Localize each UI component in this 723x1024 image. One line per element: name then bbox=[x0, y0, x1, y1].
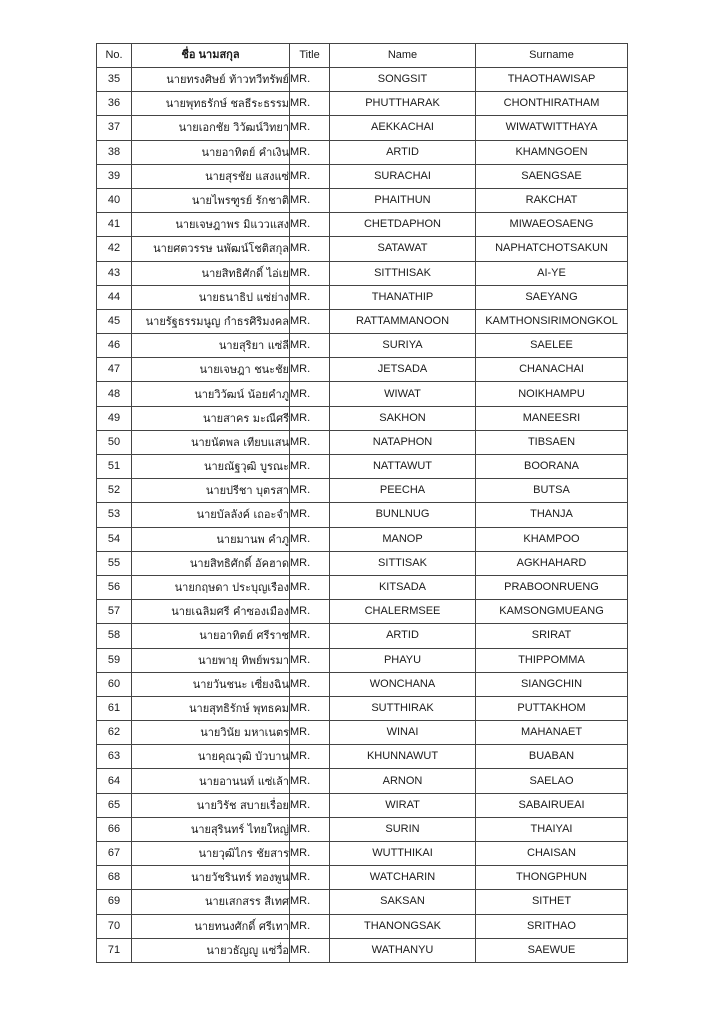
cell-no: 60 bbox=[97, 672, 132, 696]
cell-surname: SRITHAO bbox=[476, 914, 628, 938]
cell-name: JETSADA bbox=[330, 358, 476, 382]
cell-surname: WIWATWITTHAYA bbox=[476, 116, 628, 140]
cell-name: PHAITHUN bbox=[330, 188, 476, 212]
cell-name: SATAWAT bbox=[330, 237, 476, 261]
cell-thai-name: นายเสกสรร สีเทศ bbox=[132, 890, 290, 914]
name-roster-table bbox=[96, 43, 628, 963]
table-row bbox=[97, 68, 628, 92]
cell-surname: SAELAO bbox=[476, 769, 628, 793]
cell-thai-name: นายสิทธิศักดิ์ ไอ่เย bbox=[132, 261, 290, 285]
cell-no: 57 bbox=[97, 600, 132, 624]
cell-no: 56 bbox=[97, 575, 132, 599]
cell-name: ARNON bbox=[330, 769, 476, 793]
cell-title: MR. bbox=[290, 672, 330, 696]
table-row bbox=[97, 430, 628, 454]
header-no: No. bbox=[97, 44, 132, 68]
cell-name: SURACHAI bbox=[330, 164, 476, 188]
cell-title: MR. bbox=[290, 938, 330, 962]
cell-title: MR. bbox=[290, 140, 330, 164]
header-thai-name: ชื่อ นามสกุล bbox=[132, 44, 290, 68]
cell-title: MR. bbox=[290, 261, 330, 285]
cell-name: KHUNNAWUT bbox=[330, 745, 476, 769]
cell-surname: PRABOONRUENG bbox=[476, 575, 628, 599]
cell-surname: THONGPHUN bbox=[476, 866, 628, 890]
cell-surname: KAMSONGMUEANG bbox=[476, 600, 628, 624]
cell-thai-name: นายณัฐวุฒิ บูรณะ bbox=[132, 455, 290, 479]
cell-no: 62 bbox=[97, 721, 132, 745]
table-row bbox=[97, 866, 628, 890]
table-row bbox=[97, 938, 628, 962]
cell-name: CHETDAPHON bbox=[330, 213, 476, 237]
cell-name: PEECHA bbox=[330, 479, 476, 503]
cell-title: MR. bbox=[290, 575, 330, 599]
cell-surname: MIWAEOSAENG bbox=[476, 213, 628, 237]
cell-thai-name: นายวธัญญู แซ่วื่อ bbox=[132, 938, 290, 962]
cell-name: THANONGSAK bbox=[330, 914, 476, 938]
cell-no: 40 bbox=[97, 188, 132, 212]
cell-name: SAKHON bbox=[330, 406, 476, 430]
cell-no: 59 bbox=[97, 648, 132, 672]
table-row bbox=[97, 309, 628, 333]
cell-surname: THAIYAI bbox=[476, 817, 628, 841]
table-row bbox=[97, 479, 628, 503]
table-row bbox=[97, 213, 628, 237]
cell-name: RATTAMMANOON bbox=[330, 309, 476, 333]
cell-surname: KHAMNGOEN bbox=[476, 140, 628, 164]
cell-name: WATCHARIN bbox=[330, 866, 476, 890]
cell-title: MR. bbox=[290, 600, 330, 624]
cell-thai-name: นายทรงศิษย์ ท้าวทวีทรัพย์ bbox=[132, 68, 290, 92]
cell-title: MR. bbox=[290, 503, 330, 527]
table-row bbox=[97, 600, 628, 624]
cell-thai-name: นายศตวรรษ นพัฒน์โชติสกุล bbox=[132, 237, 290, 261]
cell-surname: AI-YE bbox=[476, 261, 628, 285]
cell-thai-name: นายนัตพล เทียบแสน bbox=[132, 430, 290, 454]
table-row bbox=[97, 769, 628, 793]
cell-thai-name: นายสิทธิศักดิ์ อัคฮาด bbox=[132, 551, 290, 575]
cell-name: WATHANYU bbox=[330, 938, 476, 962]
cell-no: 63 bbox=[97, 745, 132, 769]
cell-surname: TIBSAEN bbox=[476, 430, 628, 454]
cell-title: MR. bbox=[290, 188, 330, 212]
cell-name: SONGSIT bbox=[330, 68, 476, 92]
cell-no: 70 bbox=[97, 914, 132, 938]
cell-title: MR. bbox=[290, 890, 330, 914]
cell-title: MR. bbox=[290, 309, 330, 333]
cell-name: WONCHANA bbox=[330, 672, 476, 696]
table-row bbox=[97, 382, 628, 406]
cell-title: MR. bbox=[290, 92, 330, 116]
cell-no: 55 bbox=[97, 551, 132, 575]
cell-no: 68 bbox=[97, 866, 132, 890]
table-row bbox=[97, 648, 628, 672]
cell-surname: THANJA bbox=[476, 503, 628, 527]
table-row bbox=[97, 285, 628, 309]
cell-no: 42 bbox=[97, 237, 132, 261]
cell-name: CHALERMSEE bbox=[330, 600, 476, 624]
cell-surname: SAEYANG bbox=[476, 285, 628, 309]
cell-surname: CHAISAN bbox=[476, 842, 628, 866]
cell-thai-name: นายวิรัช สบายเรื่อย bbox=[132, 793, 290, 817]
cell-no: 48 bbox=[97, 382, 132, 406]
table-row bbox=[97, 745, 628, 769]
cell-no: 38 bbox=[97, 140, 132, 164]
cell-title: MR. bbox=[290, 285, 330, 309]
table-row bbox=[97, 890, 628, 914]
table-row bbox=[97, 527, 628, 551]
cell-surname: THIPPOMMA bbox=[476, 648, 628, 672]
cell-surname: NAPHATCHOTSAKUN bbox=[476, 237, 628, 261]
header-surname: Surname bbox=[476, 44, 628, 68]
cell-name: WUTTHIKAI bbox=[330, 842, 476, 866]
cell-surname: SITHET bbox=[476, 890, 628, 914]
cell-no: 39 bbox=[97, 164, 132, 188]
cell-thai-name: นายวิวัฒน์ น้อยคำภู bbox=[132, 382, 290, 406]
cell-no: 37 bbox=[97, 116, 132, 140]
cell-surname: THAOTHAWISAP bbox=[476, 68, 628, 92]
cell-name: WIRAT bbox=[330, 793, 476, 817]
cell-thai-name: นายพายุ ทิพย์พรมา bbox=[132, 648, 290, 672]
cell-title: MR. bbox=[290, 696, 330, 720]
cell-thai-name: นายสุรชัย แสงแซ่ bbox=[132, 164, 290, 188]
cell-no: 41 bbox=[97, 213, 132, 237]
cell-name: NATTAWUT bbox=[330, 455, 476, 479]
cell-thai-name: นายคุณวุฒิ บัวบาน bbox=[132, 745, 290, 769]
cell-no: 69 bbox=[97, 890, 132, 914]
table-row bbox=[97, 261, 628, 285]
table-row bbox=[97, 551, 628, 575]
cell-title: MR. bbox=[290, 842, 330, 866]
cell-no: 35 bbox=[97, 68, 132, 92]
cell-surname: KAMTHONSIRIMONGKOL bbox=[476, 309, 628, 333]
cell-surname: CHANACHAI bbox=[476, 358, 628, 382]
cell-thai-name: นายกฤษดา ประบุญเรือง bbox=[132, 575, 290, 599]
cell-thai-name: นายสุรินทร์ ไทยใหญ่ bbox=[132, 817, 290, 841]
cell-no: 66 bbox=[97, 817, 132, 841]
cell-no: 53 bbox=[97, 503, 132, 527]
cell-thai-name: นายวันชนะ เซี่ยงฉิน bbox=[132, 672, 290, 696]
cell-title: MR. bbox=[290, 817, 330, 841]
cell-surname: RAKCHAT bbox=[476, 188, 628, 212]
table-row bbox=[97, 696, 628, 720]
cell-title: MR. bbox=[290, 237, 330, 261]
cell-no: 65 bbox=[97, 793, 132, 817]
cell-thai-name: นายอาทิตย์ คำเงิน bbox=[132, 140, 290, 164]
cell-name: NATAPHON bbox=[330, 430, 476, 454]
table-row bbox=[97, 624, 628, 648]
cell-thai-name: นายเฉลิมศรี คำซองเมือง bbox=[132, 600, 290, 624]
cell-surname: MAHANAET bbox=[476, 721, 628, 745]
cell-thai-name: นายสุริยา แซ่ลี bbox=[132, 334, 290, 358]
cell-name: ARTID bbox=[330, 140, 476, 164]
cell-title: MR. bbox=[290, 116, 330, 140]
cell-no: 71 bbox=[97, 938, 132, 962]
cell-thai-name: นายวุฒิไกร ชัยสาร bbox=[132, 842, 290, 866]
cell-surname: BUABAN bbox=[476, 745, 628, 769]
cell-title: MR. bbox=[290, 213, 330, 237]
table-row bbox=[97, 92, 628, 116]
cell-no: 36 bbox=[97, 92, 132, 116]
cell-title: MR. bbox=[290, 551, 330, 575]
table-row bbox=[97, 817, 628, 841]
cell-no: 52 bbox=[97, 479, 132, 503]
cell-title: MR. bbox=[290, 769, 330, 793]
cell-title: MR. bbox=[290, 406, 330, 430]
cell-name: WINAI bbox=[330, 721, 476, 745]
cell-title: MR. bbox=[290, 745, 330, 769]
cell-title: MR. bbox=[290, 793, 330, 817]
cell-name: SITTISAK bbox=[330, 551, 476, 575]
cell-thai-name: นายวินัย มหาเนตร bbox=[132, 721, 290, 745]
cell-no: 45 bbox=[97, 309, 132, 333]
cell-surname: NOIKHAMPU bbox=[476, 382, 628, 406]
table-header-row bbox=[97, 44, 628, 68]
table-row bbox=[97, 503, 628, 527]
cell-no: 44 bbox=[97, 285, 132, 309]
cell-title: MR. bbox=[290, 527, 330, 551]
cell-no: 47 bbox=[97, 358, 132, 382]
cell-surname: BOORANA bbox=[476, 455, 628, 479]
cell-surname: CHONTHIRATHAM bbox=[476, 92, 628, 116]
cell-title: MR. bbox=[290, 648, 330, 672]
cell-name: SUTTHIRAK bbox=[330, 696, 476, 720]
cell-thai-name: นายสุทธิรักษ์ พุทธคม bbox=[132, 696, 290, 720]
cell-title: MR. bbox=[290, 164, 330, 188]
table-row bbox=[97, 842, 628, 866]
cell-thai-name: นายอาทิตย์ ศรีราช bbox=[132, 624, 290, 648]
cell-title: MR. bbox=[290, 721, 330, 745]
cell-surname: AGKHAHARD bbox=[476, 551, 628, 575]
cell-no: 64 bbox=[97, 769, 132, 793]
cell-title: MR. bbox=[290, 68, 330, 92]
cell-name: BUNLNUG bbox=[330, 503, 476, 527]
table-row bbox=[97, 334, 628, 358]
cell-name: WIWAT bbox=[330, 382, 476, 406]
cell-thai-name: นายทนงศักดิ์ ศรีเทา bbox=[132, 914, 290, 938]
cell-thai-name: นายปรีชา บุตรสา bbox=[132, 479, 290, 503]
cell-title: MR. bbox=[290, 479, 330, 503]
cell-surname: SRIRAT bbox=[476, 624, 628, 648]
cell-thai-name: นายรัฐธรรมนูญ กำธรศิริมงคล bbox=[132, 309, 290, 333]
cell-no: 43 bbox=[97, 261, 132, 285]
cell-thai-name: นายเจษฎา ชนะชัย bbox=[132, 358, 290, 382]
table-row bbox=[97, 140, 628, 164]
table-row bbox=[97, 237, 628, 261]
cell-title: MR. bbox=[290, 866, 330, 890]
cell-name: KITSADA bbox=[330, 575, 476, 599]
cell-title: MR. bbox=[290, 382, 330, 406]
cell-thai-name: นายสาคร มะณีศรี bbox=[132, 406, 290, 430]
table-row bbox=[97, 672, 628, 696]
cell-no: 58 bbox=[97, 624, 132, 648]
table-row bbox=[97, 164, 628, 188]
cell-surname: SAEWUE bbox=[476, 938, 628, 962]
table-row bbox=[97, 188, 628, 212]
cell-title: MR. bbox=[290, 914, 330, 938]
cell-title: MR. bbox=[290, 334, 330, 358]
cell-name: AEKKACHAI bbox=[330, 116, 476, 140]
cell-no: 50 bbox=[97, 430, 132, 454]
table-body bbox=[97, 68, 628, 963]
table-row bbox=[97, 455, 628, 479]
cell-name: PHAYU bbox=[330, 648, 476, 672]
cell-title: MR. bbox=[290, 430, 330, 454]
cell-name: SITTHISAK bbox=[330, 261, 476, 285]
cell-name: THANATHIP bbox=[330, 285, 476, 309]
header-title: Title bbox=[290, 44, 330, 68]
cell-thai-name: นายธนาธิป แซ่ย่าง bbox=[132, 285, 290, 309]
table-row bbox=[97, 914, 628, 938]
cell-title: MR. bbox=[290, 358, 330, 382]
cell-surname: MANEESRI bbox=[476, 406, 628, 430]
cell-no: 61 bbox=[97, 696, 132, 720]
cell-thai-name: นายพุทธรักษ์ ชลธีระธรรม bbox=[132, 92, 290, 116]
cell-surname: SABAIRUEAI bbox=[476, 793, 628, 817]
cell-thai-name: นายอานนท์ แซ่เล้า bbox=[132, 769, 290, 793]
cell-no: 54 bbox=[97, 527, 132, 551]
cell-thai-name: นายไพรฑูรย์ รักชาติ bbox=[132, 188, 290, 212]
cell-thai-name: นายมานพ คำภู bbox=[132, 527, 290, 551]
cell-surname: SIANGCHIN bbox=[476, 672, 628, 696]
table-row bbox=[97, 793, 628, 817]
cell-surname: SAENGSAE bbox=[476, 164, 628, 188]
cell-thai-name: นายเจษฎาพร มิแววแสง bbox=[132, 213, 290, 237]
cell-name: PHUTTHARAK bbox=[330, 92, 476, 116]
cell-surname: PUTTAKHOM bbox=[476, 696, 628, 720]
cell-name: SURIYA bbox=[330, 334, 476, 358]
cell-name: MANOP bbox=[330, 527, 476, 551]
table-row bbox=[97, 406, 628, 430]
cell-name: SURIN bbox=[330, 817, 476, 841]
cell-name: ARTID bbox=[330, 624, 476, 648]
cell-title: MR. bbox=[290, 624, 330, 648]
cell-no: 49 bbox=[97, 406, 132, 430]
table-row bbox=[97, 358, 628, 382]
cell-no: 51 bbox=[97, 455, 132, 479]
table-row bbox=[97, 575, 628, 599]
cell-thai-name: นายบัลลังค์ เถอะจำ bbox=[132, 503, 290, 527]
cell-surname: SAELEE bbox=[476, 334, 628, 358]
cell-title: MR. bbox=[290, 455, 330, 479]
cell-name: SAKSAN bbox=[330, 890, 476, 914]
cell-no: 67 bbox=[97, 842, 132, 866]
cell-thai-name: นายเอกชัย วิวัฒน์วิทยา bbox=[132, 116, 290, 140]
cell-no: 46 bbox=[97, 334, 132, 358]
header-name: Name bbox=[330, 44, 476, 68]
cell-surname: BUTSA bbox=[476, 479, 628, 503]
table-row bbox=[97, 721, 628, 745]
table-row bbox=[97, 116, 628, 140]
cell-thai-name: นายวัชรินทร์ ทองพูน bbox=[132, 866, 290, 890]
cell-surname: KHAMPOO bbox=[476, 527, 628, 551]
